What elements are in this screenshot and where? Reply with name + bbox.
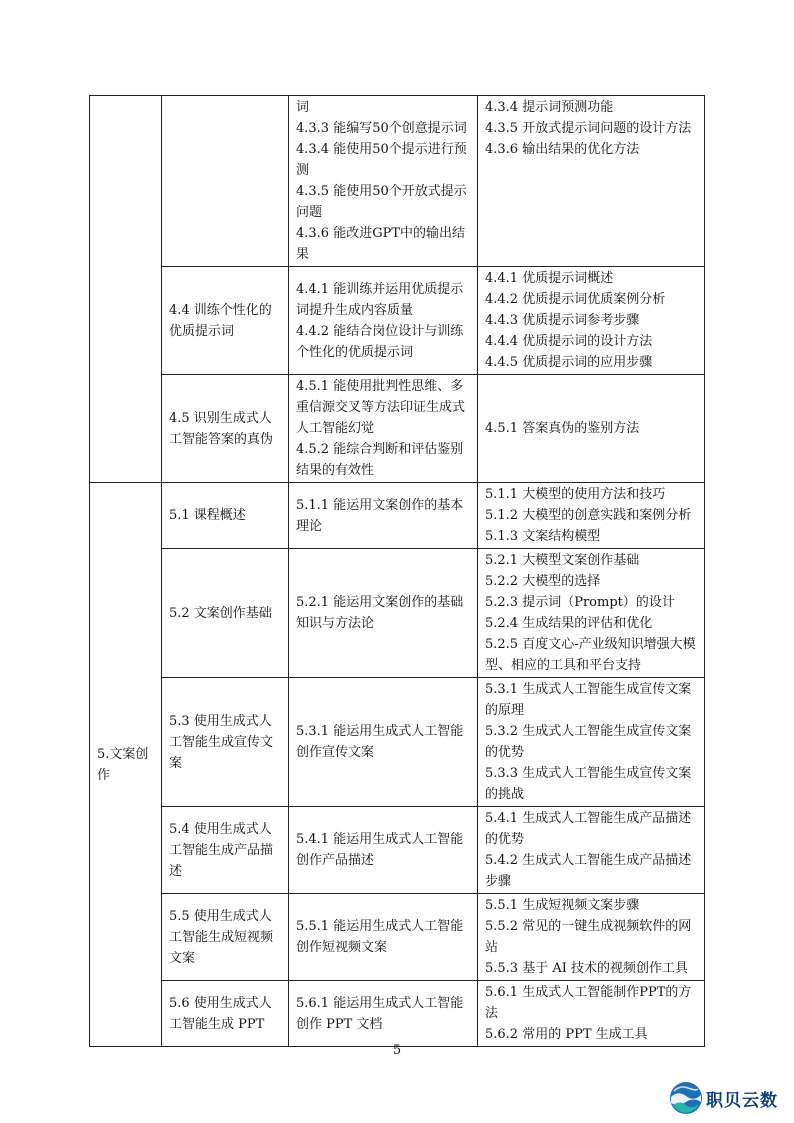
knowledge-cell: 4.3.4 提示词预测功能 4.3.5 开放式提示词问题的设计方法 4.3.6 输出结果的优化方法 [478, 96, 705, 267]
table-row [90, 96, 705, 267]
knowledge-cell: 5.5.1 生成短视频文案步骤 5.5.2 常见的一键生成视频软件的网站 5.5.3 基于 AI 技术的视频创作工具 [478, 894, 705, 981]
globe-wave-icon [668, 1080, 704, 1116]
curriculum-table [89, 95, 705, 1047]
table-row [90, 267, 705, 375]
table-row [90, 894, 705, 981]
knowledge-cell: 4.5.1 答案真伪的鉴别方法 [478, 375, 705, 483]
requirement-cell: 5.2.1 能运用文案创作的基础知识与方法论 [289, 549, 478, 678]
requirement-cell: 5.6.1 能运用生成式人工智能创作 PPT 文档 [289, 981, 478, 1047]
knowledge-cell: 5.1.1 大模型的使用方法和技巧 5.1.2 大模型的创意实践和案例分析 5.1.3 文案结构模型 [478, 483, 705, 549]
table-row [90, 375, 705, 483]
page-number: 5 [392, 1043, 402, 1058]
content-cell: 4.5 识别生成式人工智能答案的真伪 [162, 375, 289, 483]
knowledge-cell: 4.4.1 优质提示词概述 4.4.2 优质提示词优质案例分析 4.4.3 优质提示词参考步骤 4.4.4 优质提示词的设计方法 4.4.5 优质提示词的应用步骤 [478, 267, 705, 375]
requirement-cell: 4.4.1 能训练并运用优质提示词提升生成内容质量 4.4.2 能结合岗位设计与训练个性化的优质提示词 [289, 267, 478, 375]
table-row [90, 483, 705, 549]
requirement-cell: 4.5.1 能使用批判性思维、多重信源交叉等方法印证生成式人工智能幻觉 4.5.2 能综合判断和评估鉴别结果的有效性 [289, 375, 478, 483]
requirement-cell: 5.1.1 能运用文案创作的基本理论 [289, 483, 478, 549]
brand-name: 职贝云数 [706, 1091, 778, 1111]
knowledge-cell: 5.6.1 生成式人工智能制作PPT的方法 5.6.2 常用的 PPT 生成工具 [478, 981, 705, 1047]
table-row [90, 678, 705, 807]
content-cell: 5.3 使用生成式人工智能生成宣传文案 [162, 678, 289, 807]
content-cell: 5.1 课程概述 [162, 483, 289, 549]
table-row [90, 807, 705, 894]
brand-logo [668, 1080, 794, 1120]
table-row [90, 549, 705, 678]
requirement-cell: 5.5.1 能运用生成式人工智能创作短视频文案 [289, 894, 478, 981]
content-cell: 5.6 使用生成式人工智能生成 PPT [162, 981, 289, 1047]
knowledge-cell: 5.4.1 生成式人工智能生成产品描述的优势 5.4.2 生成式人工智能生成产品描述步骤 [478, 807, 705, 894]
topic-cell [90, 96, 162, 483]
knowledge-cell: 5.3.1 生成式人工智能生成宣传文案的原理 5.3.2 生成式人工智能生成宣传文案的优势 5.3.3 生成式人工智能生成宣传文案的挑战 [478, 678, 705, 807]
content-cell: 5.4 使用生成式人工智能生成产品描述 [162, 807, 289, 894]
content-cell: 5.5 使用生成式人工智能生成短视频文案 [162, 894, 289, 981]
table-row [90, 981, 705, 1047]
knowledge-cell: 5.2.1 大模型文案创作基础 5.2.2 大模型的选择 5.2.3 提示词（Prompt）的设计 5.2.4 生成结果的评估和优化 5.2.5 百度文心-产业级知识增强大模型、相应的工具和平台支持 [478, 549, 705, 678]
content-cell [162, 96, 289, 267]
requirement-cell: 5.4.1 能运用生成式人工智能创作产品描述 [289, 807, 478, 894]
topic-cell: 5.文案创作 [90, 483, 162, 1047]
content-cell: 5.2 文案创作基础 [162, 549, 289, 678]
requirement-cell: 5.3.1 能运用生成式人工智能创作宣传文案 [289, 678, 478, 807]
requirement-cell: 词 4.3.3 能编写50个创意提示词 4.3.4 能使用50个提示进行预测 4.3.5 能使用50个开放式提示问题 4.3.6 能改进GPT中的输出结果 [289, 96, 478, 267]
content-cell: 4.4 训练个性化的优质提示词 [162, 267, 289, 375]
